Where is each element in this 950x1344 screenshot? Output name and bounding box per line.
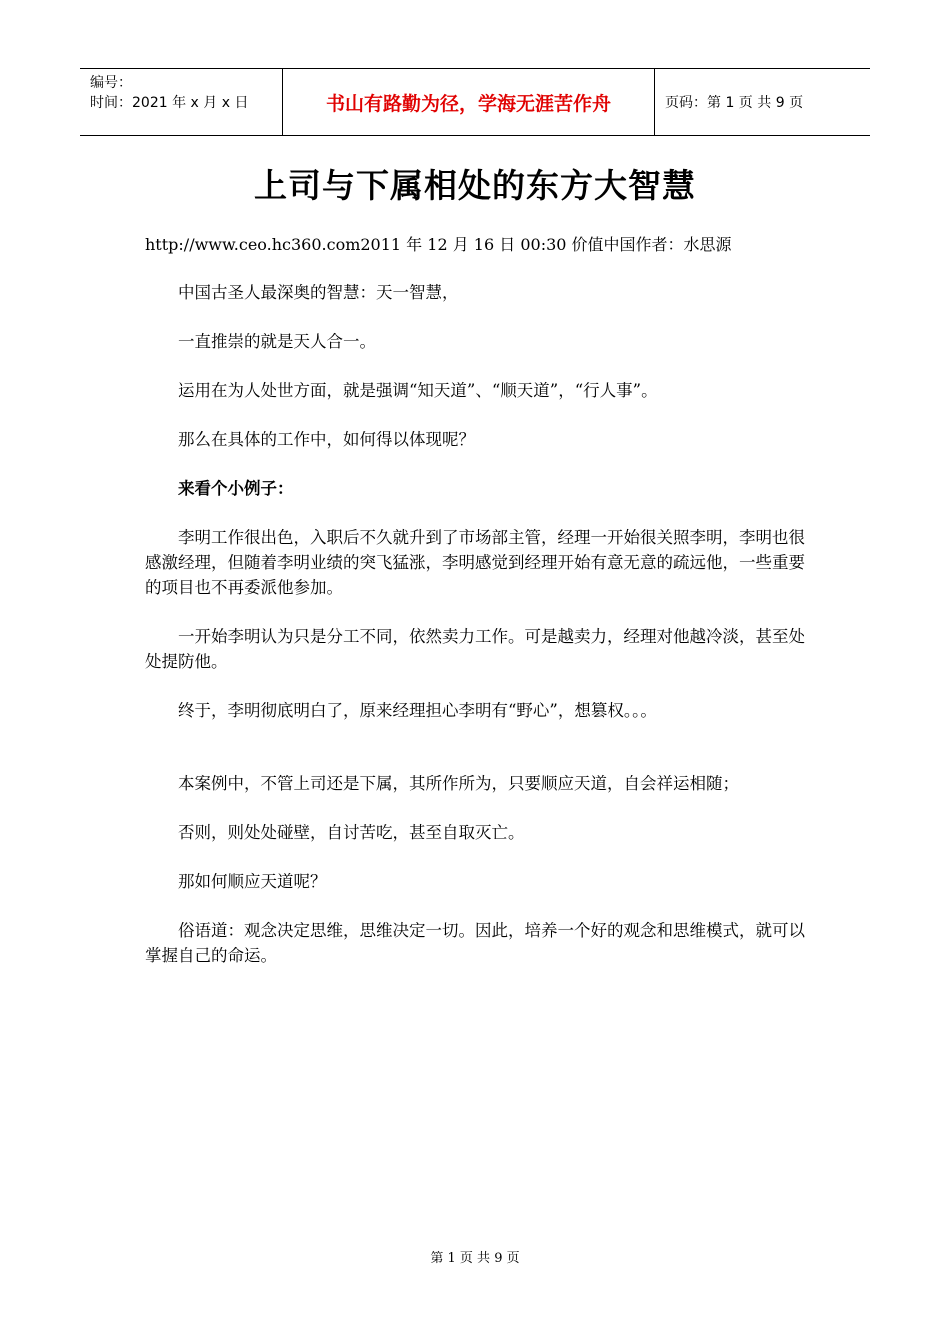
paragraph: 中国古圣人最深奥的智慧：天一智慧，: [178, 283, 459, 302]
document-time-label: 时间：2021 年 x 月 x 日: [90, 95, 249, 111]
paragraph: 本案例中，不管上司还是下属，其所作所为，只要顺应天道，自会祥运相随；: [178, 774, 739, 793]
document-body: [145, 280, 805, 992]
header-meta: [80, 69, 282, 135]
header-page-info: 页码：第 1 页 共 9 页: [665, 95, 804, 111]
paragraph: 运用在为人处世方面，就是强调“知天道”、“顺天道”，“行人事”。: [178, 381, 658, 400]
paragraph: 李明工作很出色，入职后不久就升到了市场部主管，经理一开始很关照李明，李明也很感激经理，但随着李明业绩的突飞猛涨，李明感觉到经理开始有意无意的疏远他，一些重要的项目也不再委派他参加。: [145, 528, 805, 597]
paragraph: 那如何顺应天道呢？: [178, 872, 327, 891]
paragraph: 一开始李明认为只是分工不同，依然卖力工作。可是越卖力，经理对他越冷淡，甚至处处提防他。: [145, 627, 805, 671]
paragraph: 终于，李明彻底明白了，原来经理担心李明有“野心”，想篡权。。。: [178, 701, 657, 720]
paragraph: 那么在具体的工作中，如何得以体现呢？: [178, 430, 475, 449]
paragraph: 否则，则处处碰壁，自讨苦吃，甚至自取灭亡。: [178, 823, 525, 842]
document-byline: http://www.ceo.hc360.com2011 年 12 月 16 日 00:30 价值中国作者：水思源: [145, 235, 732, 254]
paragraph: 俗语道：观念决定思维，思维决定一切。因此，培养一个好的观念和思维模式，就可以掌握自己的命运。: [145, 921, 805, 965]
document-title: 上司与下属相处的东方大智慧: [254, 166, 696, 205]
header-motto: 书山有路勤为径，学海无涯苦作舟: [282, 69, 655, 135]
page-header: [80, 68, 870, 136]
page-footer: 第 1 页 共 9 页: [430, 1251, 520, 1266]
paragraph: 一直推崇的就是天人合一。: [178, 332, 376, 351]
subheading-paragraph: 来看个小例子：: [178, 479, 294, 498]
document-number-label: 编号：: [90, 75, 132, 91]
